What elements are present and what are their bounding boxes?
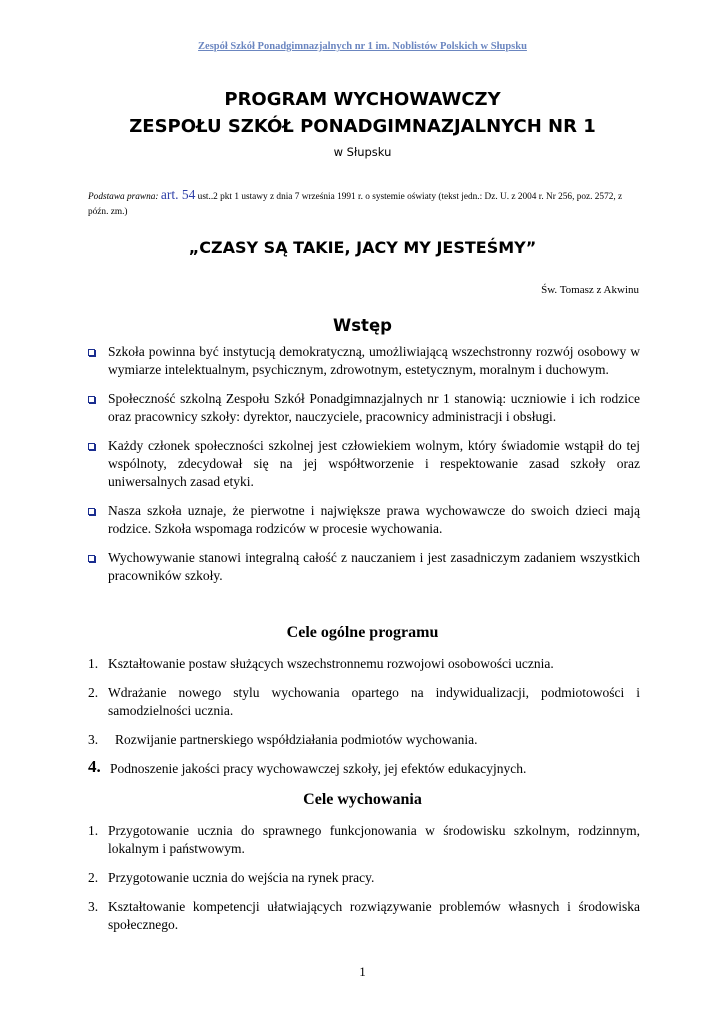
general-goals-list (88, 655, 640, 778)
list-item-number: 2. (88, 685, 99, 700)
list-item-text: Kształtowanie postaw służących wszechstronnemu rozwojowi osobowości ucznia. (108, 656, 554, 671)
list-item-text: Wychowywanie stanowi integralną całość z nauczaniem i jest zasadniczym zadaniem wszystkich pracowników szkoły. (108, 550, 640, 583)
list-item (88, 898, 640, 934)
list-item-number: 4. (88, 757, 101, 776)
list-item-text: Wdrażanie nowego stylu wychowania opartego na indywidualizacji, podmiotowości i samodzielności ucznia. (108, 685, 640, 718)
intro-list (88, 343, 640, 585)
list-item (88, 869, 640, 887)
checkbox-bullet-icon (88, 349, 95, 356)
running-header: Zespół Szkół Ponadgimnazjalnych nr 1 im. Noblistów Polskich w Słupsku (198, 41, 527, 52)
list-item (88, 822, 640, 858)
legal-basis-article: art. 54 (160, 187, 196, 202)
list-item-text: Szkoła powinna być instytucją demokratyczną, umożliwiającą wszechstronny rozwój osobowy w wymiarze intelektualnym, psychicznym, zdrowotnym, estetycznym, moralnym i duchowym. (108, 344, 640, 377)
list-item (88, 390, 640, 426)
legal-basis-text: ust..2 pkt 1 ustawy z dnia 7 września 1991 r. o systemie oświaty (tekst jedn.: Dz. U. z 2004 r. Nr 256, poz. 2572, z późn. zm.) (88, 192, 623, 217)
legal-basis-label: Podstawa prawna: (88, 192, 159, 202)
list-item (88, 684, 640, 720)
checkbox-bullet-icon (88, 396, 95, 403)
title-line-1: PROGRAM WYCHOWAWCZY (224, 89, 501, 110)
list-item (88, 437, 640, 491)
list-item-text: Kształtowanie kompetencji ułatwiających rozwiązywanie problemów własnych i środowiska społecznego. (108, 899, 640, 932)
checkbox-bullet-icon (88, 508, 95, 515)
list-item-number: 1. (88, 656, 99, 671)
list-item (88, 343, 640, 379)
list-item (88, 757, 640, 778)
list-item (88, 502, 640, 538)
list-item-text: Społeczność szkolną Zespołu Szkół Ponadgimnazjalnych nr 1 stanowią: uczniowie i ich rodzice oraz pracownicy szkoły: dyrektor, nauczyciele, pracownicy administracji i obsługi. (108, 391, 640, 424)
upbringing-goals-list (88, 822, 640, 934)
list-item-number: 2. (88, 870, 99, 885)
list-item (88, 655, 640, 673)
list-item-text: Przygotowanie ucznia do wejścia na rynek pracy. (108, 870, 375, 885)
list-item-text: Rozwijanie partnerskiego współdziałania podmiotów wychowania. (115, 732, 478, 747)
list-item-text: Przygotowanie ucznia do sprawnego funkcjonowania w środowisku szkolnym, rodzinnym, lokalnym i państwowym. (108, 823, 640, 856)
section-heading-intro: Wstęp (333, 316, 392, 335)
motto-author: Św. Tomasz z Akwinu (541, 284, 639, 296)
legal-basis (88, 187, 640, 220)
checkbox-bullet-icon (88, 555, 95, 562)
motto: „CZASY SĄ TAKIE, JACY MY JESTEŚMY” (188, 238, 537, 257)
list-item-number: 3. (88, 899, 99, 914)
checkbox-bullet-icon (88, 443, 95, 450)
list-item-text: Podnoszenie jakości pracy wychowawczej szkoły, jej efektów edukacyjnych. (110, 761, 527, 776)
title-line-2: ZESPOŁU SZKÓŁ PONADGIMNAZJALNYCH NR 1 (129, 116, 596, 137)
list-item (88, 549, 640, 585)
title-subtitle: w Słupsku (333, 145, 392, 159)
section-heading-general-goals: Cele ogólne programu (286, 624, 439, 641)
list-item-text: Nasza szkoła uznaje, że pierwotne i największe prawa wychowawcze do swoich dzieci mają rodzice. Szkoła wspomaga rodziców w procesie wychowania. (108, 503, 640, 536)
list-item-number: 1. (88, 823, 99, 838)
list-item-number: 3. (88, 732, 99, 747)
section-heading-upbringing-goals: Cele wychowania (303, 791, 422, 808)
list-item (88, 731, 640, 749)
page-number: 1 (359, 964, 366, 979)
list-item-text: Każdy członek społeczności szkolnej jest człowiekiem wolnym, który świadomie wstąpił do tej wspólnoty, zdecydował się na jej współtworzenie i respektowanie zasad szkoły oraz uniwersalnych zasad etyki. (108, 438, 640, 489)
